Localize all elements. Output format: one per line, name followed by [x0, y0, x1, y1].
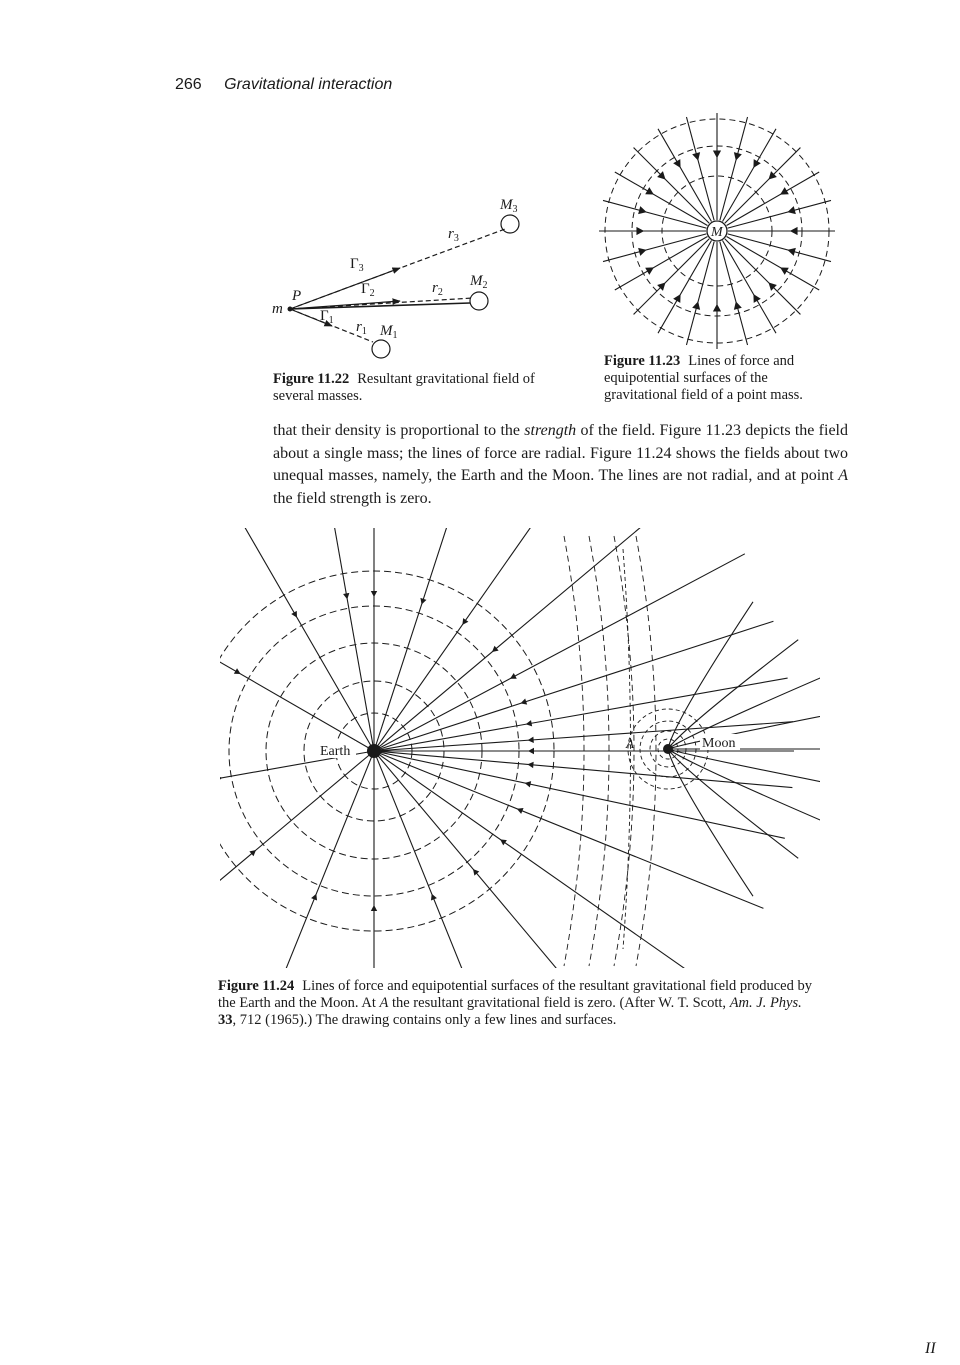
moon-field-line — [668, 677, 822, 749]
figure-11-24-diagram — [220, 525, 820, 970]
mass-M3 — [501, 215, 519, 233]
label-gamma3: $\Gamma_3$ — [350, 256, 364, 274]
earth-field-line — [0, 751, 374, 824]
body-paragraph: that their density is proportional to the strength of the field. Figure 11.23 depicts the field about a single mass; the lines of force are radial. Figure 11.24 shows the fields about two unequal masses, namely, the Earth and the Moon. The lines are not radial, and at point A the field strength is zero. — [273, 422, 849, 507]
running-title: Gravitational interaction — [224, 76, 393, 93]
label-M3: $M_3$ — [500, 197, 518, 215]
field-arrow — [788, 207, 795, 213]
label-gamma1: $\Gamma_1$ — [320, 308, 334, 326]
earth-field-line — [374, 751, 531, 1140]
field-arrow — [791, 228, 797, 234]
earth-field-line — [10, 541, 374, 751]
field-arrow — [788, 249, 795, 255]
earth-field-line — [374, 352, 504, 751]
moon-field-line — [668, 749, 822, 821]
earth-field-line — [374, 481, 696, 751]
field-arrow — [371, 591, 377, 597]
field-arrow — [674, 295, 680, 302]
earth-mass — [367, 744, 381, 758]
figure-11-24-caption: Figure 11.24 Lines of force and equipotential surfaces of the resultant gravitational field produced by the Earth and the Moon. At A the resultant gravitational field is zero. (After W. T. Scott, Am. J. Phys. 33, 712 (1965).) The drawing contains only a few lines and surfaces. — [218, 978, 812, 1028]
figure-label: Figure 11.24 — [218, 978, 295, 994]
figure-11-22-diagram — [270, 190, 550, 370]
field-arrow — [674, 160, 680, 167]
field-arrow — [781, 188, 788, 194]
earth-field-line — [374, 751, 763, 908]
field-line — [658, 241, 712, 334]
moon-mass — [663, 744, 673, 754]
test-mass-m — [288, 307, 293, 312]
field-arrow — [735, 153, 741, 160]
field-arrow — [693, 302, 699, 309]
figure-11-23-diagram — [595, 110, 835, 355]
field-line — [723, 241, 777, 334]
figure-label: Figure 11.23 — [604, 353, 681, 369]
field-arrow — [527, 762, 533, 768]
moon-field-line — [668, 640, 798, 749]
field-arrow — [639, 207, 646, 213]
mass-M1 — [372, 340, 390, 358]
field-line — [615, 172, 708, 226]
margin-mark: II — [925, 1340, 936, 1357]
field-line — [615, 237, 708, 291]
field-arrow — [525, 781, 532, 787]
field-arrow — [714, 151, 720, 157]
field-arrow — [528, 737, 534, 743]
figure-11-22-caption — [273, 371, 543, 405]
mass-label-M: M — [711, 225, 723, 240]
field-arrow — [693, 153, 699, 160]
label-M1: $M_1$ — [380, 323, 398, 341]
label-P: P — [292, 288, 302, 304]
neutral-point-label: A — [626, 736, 634, 751]
field-line — [658, 129, 712, 222]
field-line — [727, 172, 820, 226]
field-arrow — [500, 839, 507, 845]
field-arrow — [343, 593, 349, 599]
field-arrow — [754, 160, 760, 167]
field-arrow — [714, 305, 720, 311]
field-arrow — [520, 699, 527, 705]
field-arrow — [781, 268, 788, 274]
figure-label: Figure 11.22 — [273, 371, 350, 387]
field-arrow — [637, 228, 643, 234]
page-header — [175, 76, 392, 94]
earth-field-line — [374, 621, 773, 751]
field-arrow — [526, 720, 532, 726]
label-r1: $r_1$ — [356, 319, 367, 337]
earth-field-line — [217, 751, 374, 1140]
field-arrow — [639, 249, 646, 255]
label-M2: $M_2$ — [470, 273, 488, 291]
label-gamma2: $\Gamma_2$ — [361, 281, 375, 299]
field-arrow — [420, 598, 426, 605]
field-arrow — [646, 268, 653, 274]
label-r3: $r_3$ — [448, 226, 459, 244]
field-arrow — [754, 295, 760, 302]
page-number: 266 — [175, 76, 202, 93]
field-line — [723, 129, 777, 222]
earth-label: Earth — [320, 744, 351, 759]
caption-text: Lines of force and equipotential surfaces of the gravitational field of a point mass. — [604, 353, 803, 403]
field-arrow — [216, 776, 222, 782]
field-arrow — [371, 905, 377, 911]
moon-label: Moon — [702, 736, 736, 751]
earth-field-line — [374, 554, 745, 751]
field-arrow — [528, 748, 534, 754]
vector-gamma3 — [290, 268, 400, 309]
moon-field-line — [668, 749, 798, 858]
field-arrow — [646, 188, 653, 194]
field-line — [727, 237, 820, 291]
field-arrow — [735, 302, 741, 309]
earth-field-line — [374, 751, 792, 788]
figure-11-23-caption — [604, 353, 844, 404]
label-m: m — [272, 301, 283, 317]
mass-M2 — [470, 292, 488, 310]
label-r2: $r_2$ — [432, 280, 443, 298]
field-arrow — [462, 618, 468, 625]
moon-field-line — [668, 714, 834, 749]
caption-text: Resultant gravitational field of several masses. — [273, 371, 535, 404]
